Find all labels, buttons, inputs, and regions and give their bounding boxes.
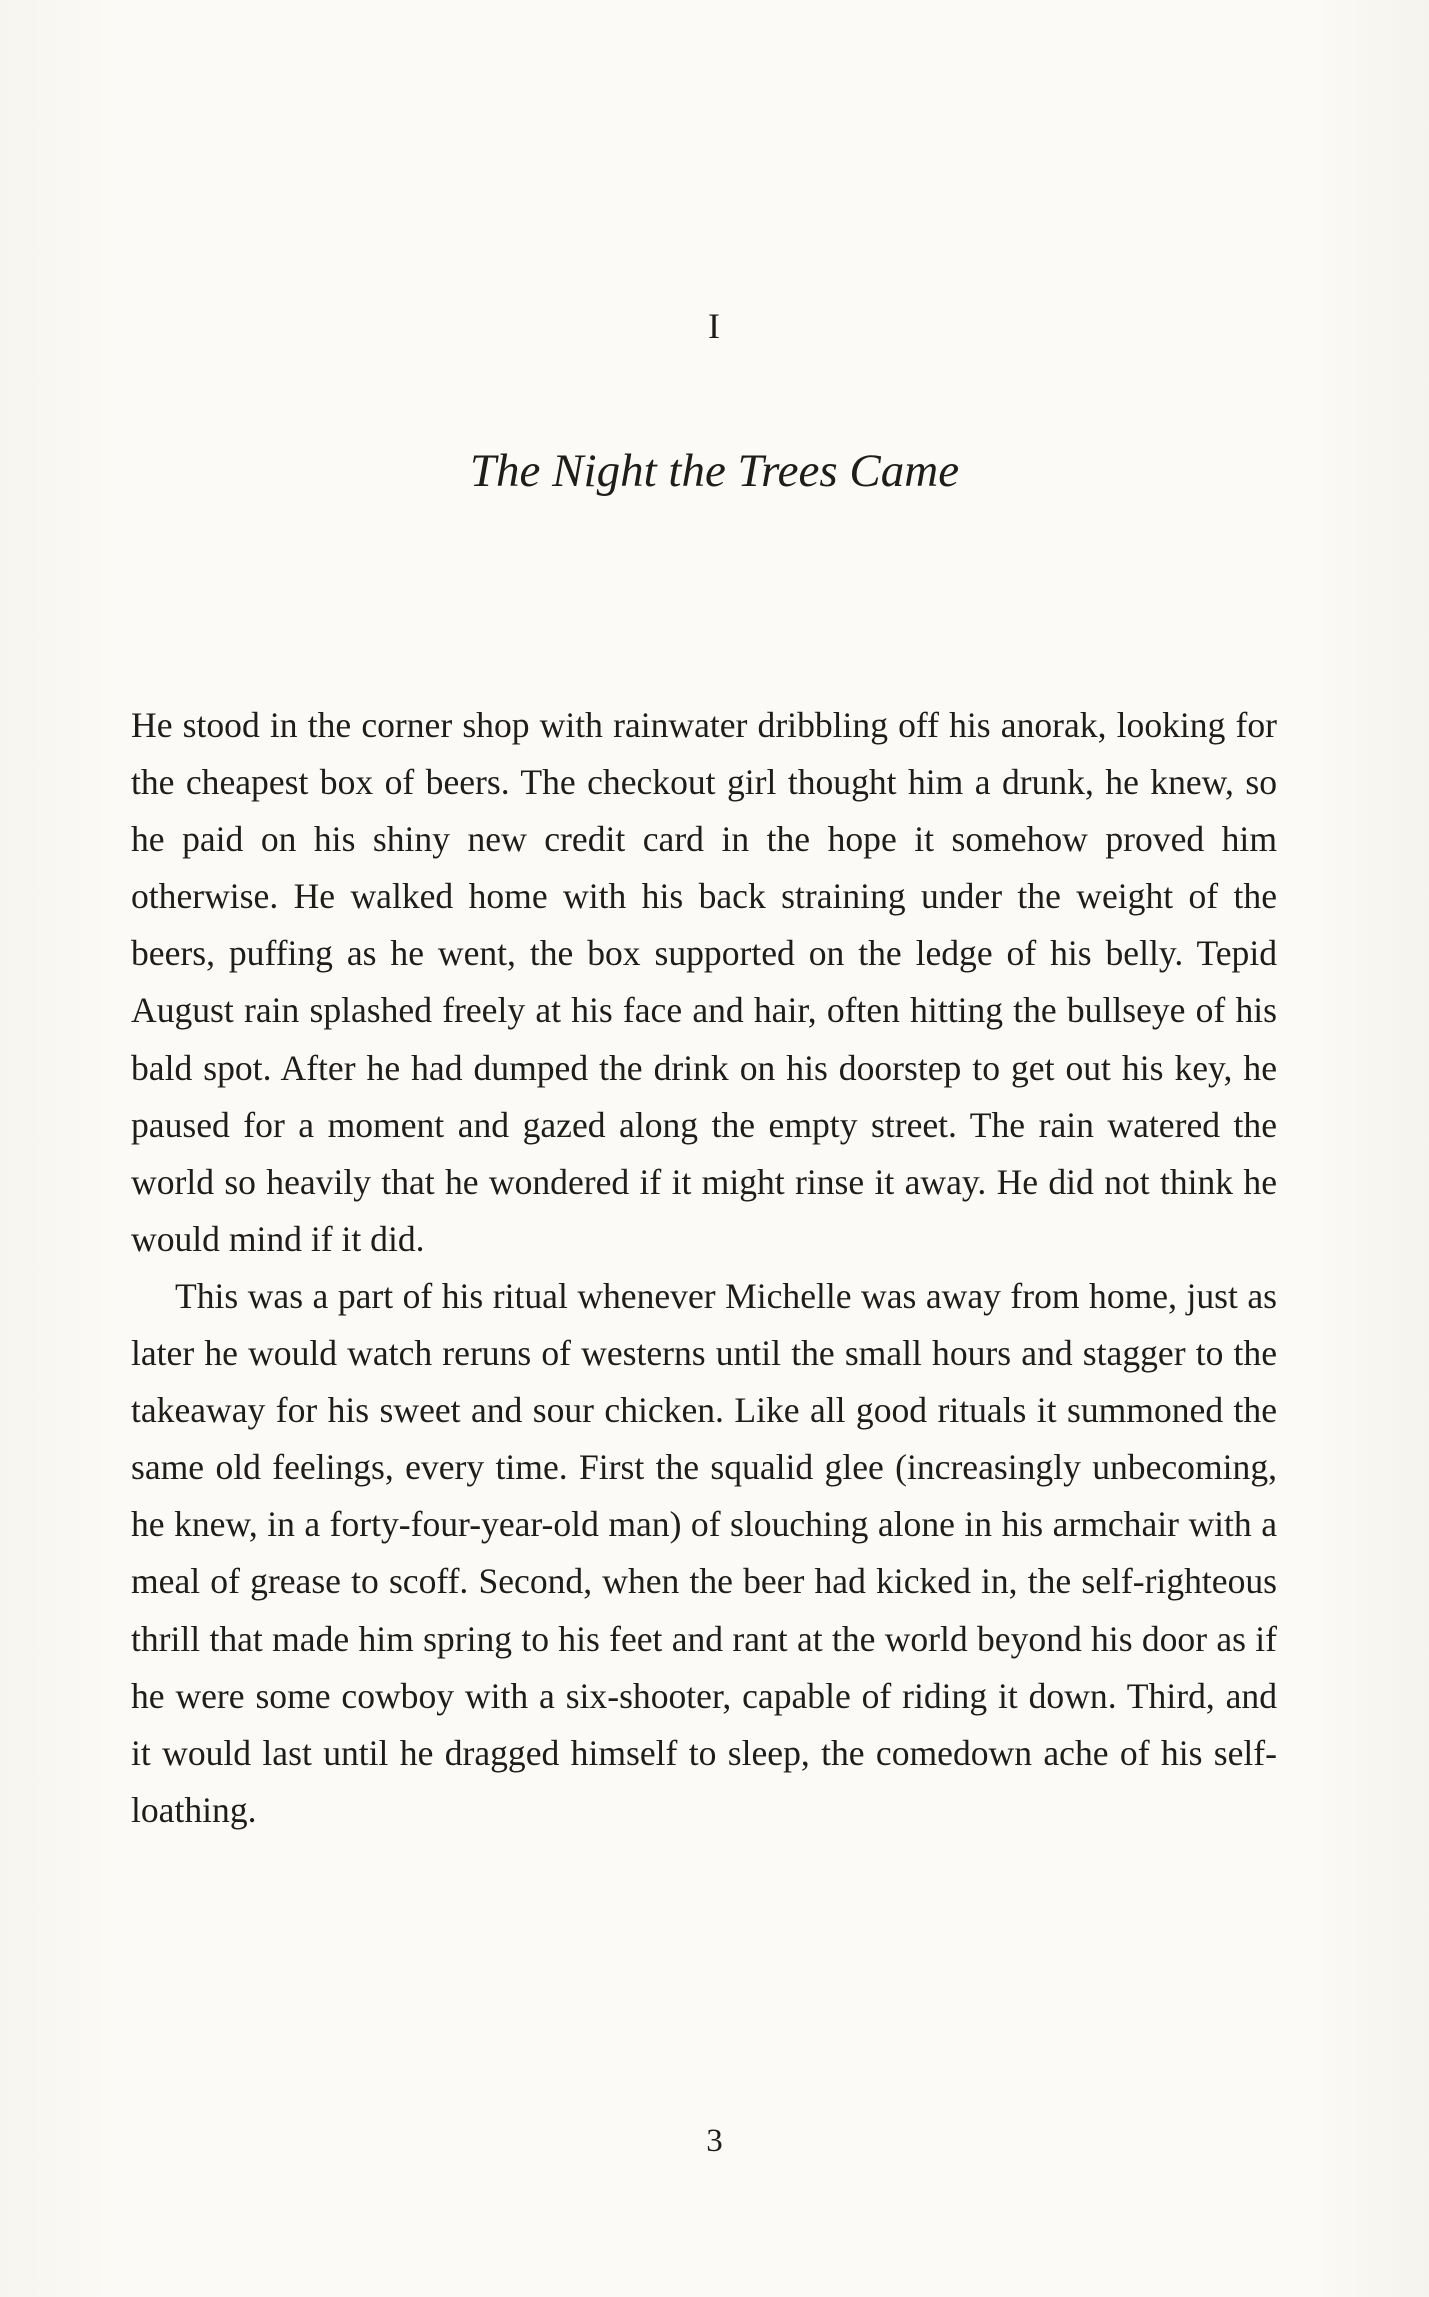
chapter-number: I (708, 306, 721, 346)
paragraph: This was a part of his ritual whenever Michelle was away from home, just as later he would watch reruns of westerns until the small hours and stagger to the takeaway for his sweet and sour chicken. Like all good rituals it summoned the same old feelings, every time. First the squalid glee (increasingly unbecoming, he knew, in a forty-four-year-old man) of slouching alone in his armchair with a meal of grease to scoff. Second, when the beer had kicked in, the self-righteous thrill that made him spring to his feet and rant at the world beyond his door as if he were some cowboy with a six-shooter, capable of riding it down. Third, and it would last until he dragged himself to sleep, the comedown ache of his self-loathing. (131, 1275, 1277, 1830)
chapter-body (131, 697, 1277, 1839)
paragraph: He stood in the corner shop with rainwater dribbling off his anorak, looking for the cheapest box of beers. The checkout girl thought him a drunk, he knew, so he paid on his shiny new credit card in the hope it somehow proved him otherwise. He walked home with his back straining under the weight of the beers, puffing as he went, the box supported on the ledge of his belly. Tepid August rain splashed freely at his face and hair, often hitting the bullseye of his bald spot. After he had dumped the drink on his doorstep to get out his key, he paused for a moment and gazed along the empty street. The rain watered the world so heavily that he wondered if it might rinse it away. He did not think he would mind if it did. (131, 705, 1277, 1259)
chapter-title: The Night the Trees Came (469, 445, 960, 497)
page-number: 3 (706, 2123, 723, 2159)
